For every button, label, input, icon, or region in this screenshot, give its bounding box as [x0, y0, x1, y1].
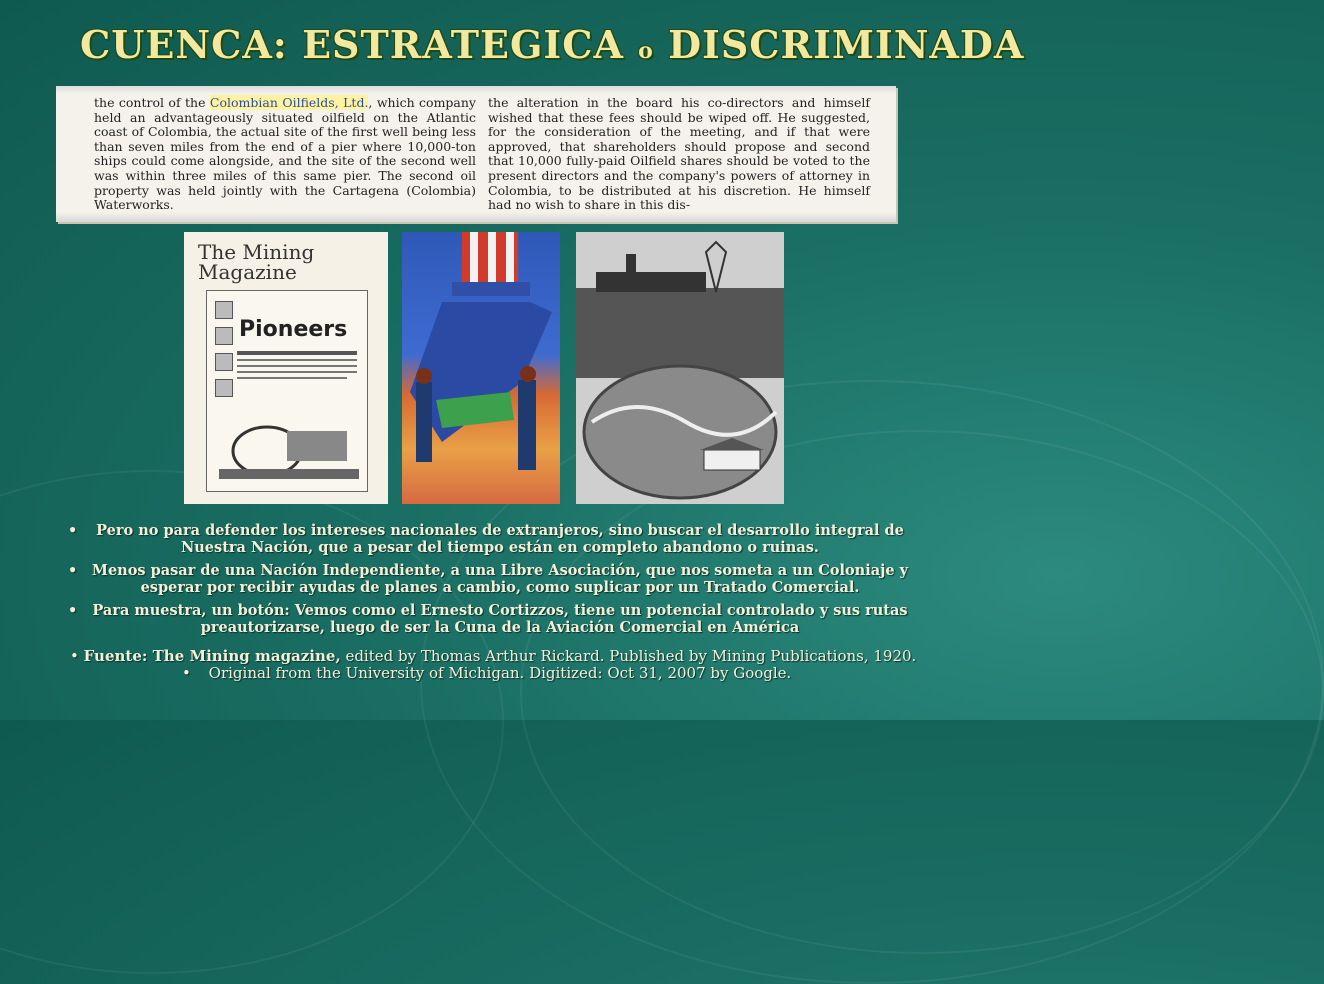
clipping-text: , which company held an advantageously situated oilfield on the Atlantic coast of Colombia, the actual site of the first well being less than seven miles from the end of a pier where 10,000-ton ships could come alongside, and the site of the second well was within three miles of this same pier. The second oil property was held jointly with the Cartagena (Colombia) Waterworks. — [94, 95, 476, 213]
title-part-3: DISCRIMINADA — [653, 22, 1025, 67]
newspaper-clipping — [56, 86, 896, 222]
clipping-edge — [56, 212, 896, 222]
clipping-right-column: the alteration in the board his co-directors and himself wished that these fees should be wiped off. He suggested, for the consideration of the meeting, and if that were approved, that shareholders should propose and second that 10,000 fully-paid Oilfield shares should be voted to the present directors and the company's powers of attorney in Colombia, to be distributed at his discretion. He himself had no wish to share in this dis- — [488, 95, 870, 213]
bullet-item — [70, 562, 930, 596]
source-line — [70, 648, 930, 665]
bullet-text: Menos pasar de una Nación Independiente, a una Libre Asociación, que nos someta a un Coloniaje y esperar por recibir ayudas de planes a cambio, como suplicar por un Tratado Comercial. — [91, 562, 909, 596]
bullet-text: Pero no para defender los intereses nacionales de extranjeros, sino buscar el desarrollo integral de Nuestra Nación, que a pesar del tiempo están en completo abandono o ruinas. — [96, 522, 904, 556]
magazine-cover — [206, 290, 368, 492]
title-part-2: o — [638, 38, 654, 64]
bullet-dot: • — [68, 602, 78, 619]
magazine-masthead: The Mining Magazine — [198, 240, 315, 284]
bullet-item — [70, 522, 930, 556]
source-text: Original from the University of Michigan. Digitized: Oct 31, 2007 by Google. — [208, 664, 792, 682]
background-wave — [520, 430, 1324, 954]
clipping-highlight: Colombian Oilfields, Ltd. — [209, 95, 369, 110]
bullet-dot: • — [68, 522, 78, 539]
ship-oilwell-engraving — [576, 232, 784, 504]
uncle-sam-illustration — [402, 232, 560, 504]
bullet-dot: • — [68, 562, 78, 579]
engraving-art — [576, 232, 784, 504]
bullet-dot: • — [70, 647, 79, 665]
magazine-headline: Pioneers — [239, 317, 348, 342]
source-line-2 — [70, 665, 930, 682]
mining-magazine-cover-image — [184, 232, 388, 504]
bullet-text: Para muestra, un botón: Vemos como el Ernesto Cortizzos, tiene un potencial controlado y sus rutas preautorizarse, luego de ser la Cuna de la Aviación Comercial en América — [92, 602, 908, 636]
clipping-left-column — [94, 96, 476, 213]
source-label: Fuente: The Mining magazine, — [83, 647, 341, 665]
machinery-illustration — [207, 291, 367, 491]
clipping-edge — [56, 86, 896, 94]
bullet-list — [70, 522, 930, 688]
bullet-dot: • — [182, 664, 191, 682]
bullet-item — [70, 602, 930, 636]
title-part-1: CUENCA: ESTRATEGICA — [80, 22, 639, 67]
uncle-sam-art — [402, 232, 560, 504]
clipping-text: the control of the — [94, 95, 210, 110]
slide-title — [80, 22, 1025, 67]
source-text: edited by Thomas Arthur Rickard. Published by Mining Publications, 1920. — [340, 647, 917, 665]
